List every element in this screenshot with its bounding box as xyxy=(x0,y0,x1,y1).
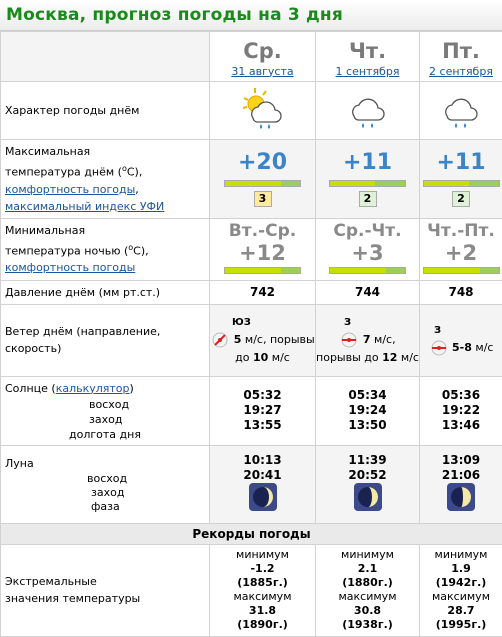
tmax-cell-2 xyxy=(420,140,502,219)
wind-cell-2: З 5-8 м/с xyxy=(420,304,502,376)
comfort-link[interactable]: комфортность погоды xyxy=(5,183,135,196)
pressure-value: 748 xyxy=(420,280,502,304)
moon-phase-icon xyxy=(447,483,475,511)
sunset-label: заход xyxy=(89,412,205,427)
cloud-rain-icon xyxy=(344,86,392,132)
wind-cell-0: ЮЗ 5 м/с, порывы до 10 м/с xyxy=(210,304,316,376)
phase-label: фаза xyxy=(87,500,205,514)
day-name: Пт. xyxy=(420,37,502,65)
day-date-link[interactable]: 31 августа xyxy=(231,65,293,78)
header-blank xyxy=(1,32,210,82)
weather-cell-0 xyxy=(210,82,316,140)
wind-direction: ЮЗ xyxy=(210,315,315,330)
night-comfort-bar xyxy=(423,267,500,274)
sun-cell-1: 05:34 19:24 13:50 xyxy=(316,376,420,445)
day-name: Ср. xyxy=(210,37,315,65)
comfort-badge: 2 xyxy=(359,191,377,207)
tmax-value: +20 xyxy=(210,148,315,178)
comfort-link-night[interactable]: комфортность погоды xyxy=(5,261,135,274)
moon-phase-icon xyxy=(354,483,382,511)
moon-label: Луна восход заход фаза xyxy=(1,445,210,523)
night-period: Ср.-Чт. xyxy=(316,221,419,241)
night-comfort-bar xyxy=(224,267,301,274)
moon-cell-0: 10:13 20:41 xyxy=(210,445,316,523)
moonset-label: заход xyxy=(87,486,205,500)
records-header: Рекорды погоды xyxy=(1,523,502,544)
pressure-value: 744 xyxy=(316,280,420,304)
tmin-label: Минимальная температура ночью ($^o$С), комфортность погоды xyxy=(1,218,210,280)
moon-phase-icon xyxy=(249,483,277,511)
wind-cell-1: З 7 м/с, порывы до 12 м/с xyxy=(316,304,420,376)
records-cell-2: минимум 1.9 (1942г.) максимум 28.7 (1995г.) xyxy=(420,544,502,636)
pressure-value: 742 xyxy=(210,280,316,304)
wind-label: Ветер днём (направление, скорость) xyxy=(1,304,210,376)
records-cell-1: минимум 2.1 (1880г.) максимум 30.8 (1938г.) xyxy=(316,544,420,636)
tnight-cell-0 xyxy=(210,218,316,280)
forecast-table xyxy=(0,31,502,637)
uvi-link[interactable]: максимальный индекс УФИ xyxy=(5,200,164,213)
comfort-bar xyxy=(423,180,500,187)
sun-cloud-rain-icon xyxy=(239,86,287,132)
comfort-bar xyxy=(224,180,301,187)
daylength-label: долгота дня xyxy=(69,427,205,442)
day-header-1 xyxy=(316,32,420,82)
wind-direction: З xyxy=(420,323,502,338)
day-date-link[interactable]: 1 сентября xyxy=(336,65,400,78)
day-name: Чт. xyxy=(316,37,419,65)
records-cell-0: минимум -1.2 (1885г.) максимум 31.8 (1890г.) xyxy=(210,544,316,636)
weather-day-label: Характер погоды днём xyxy=(1,82,210,140)
page-title: Москва, прогноз погоды на 3 дня xyxy=(0,0,502,31)
wind-arrow-icon xyxy=(210,330,230,350)
sun-label: Солнце (калькулятор) восход заход долгота дня xyxy=(1,376,210,445)
records-label: Экстремальные значения температуры xyxy=(1,544,210,636)
weather-cell-2 xyxy=(420,82,502,140)
day-header-2 xyxy=(420,32,502,82)
tnight-cell-2 xyxy=(420,218,502,280)
tmax-label: Максимальная температура днём ($^o$С), комфортность погоды, максимальный индекс УФИ xyxy=(1,140,210,219)
night-period: Чт.-Пт. xyxy=(420,221,502,241)
wind-direction: З xyxy=(316,315,419,330)
comfort-bar xyxy=(329,180,406,187)
tnight-cell-1 xyxy=(316,218,420,280)
wind-arrow-icon xyxy=(429,338,449,358)
night-comfort-bar xyxy=(329,267,406,274)
tnight-value: +2 xyxy=(420,241,502,265)
cloud-rain-icon xyxy=(437,86,485,132)
weather-cell-1 xyxy=(316,82,420,140)
tnight-value: +3 xyxy=(316,241,419,265)
sun-cell-2: 05:36 19:22 13:46 xyxy=(420,376,502,445)
sunrise-label: восход xyxy=(89,397,205,412)
tmax-value: +11 xyxy=(420,148,502,178)
wind-arrow-icon xyxy=(339,330,359,350)
day-date-link[interactable]: 2 сентября xyxy=(429,65,493,78)
tnight-value: +12 xyxy=(210,241,315,265)
sun-cell-0: 05:32 19:27 13:55 xyxy=(210,376,316,445)
moon-cell-2: 13:09 21:06 xyxy=(420,445,502,523)
night-period: Вт.-Ср. xyxy=(210,221,315,241)
sun-calculator-link[interactable]: калькулятор xyxy=(56,382,130,395)
tmax-cell-1 xyxy=(316,140,420,219)
tmax-cell-0 xyxy=(210,140,316,219)
day-header-0 xyxy=(210,32,316,82)
comfort-badge: 2 xyxy=(452,191,470,207)
comfort-badge: 3 xyxy=(254,191,272,207)
moonrise-label: восход xyxy=(87,472,205,486)
tmax-value: +11 xyxy=(316,148,419,178)
pressure-label: Давление днём (мм рт.ст.) xyxy=(1,280,210,304)
moon-cell-1: 11:39 20:52 xyxy=(316,445,420,523)
